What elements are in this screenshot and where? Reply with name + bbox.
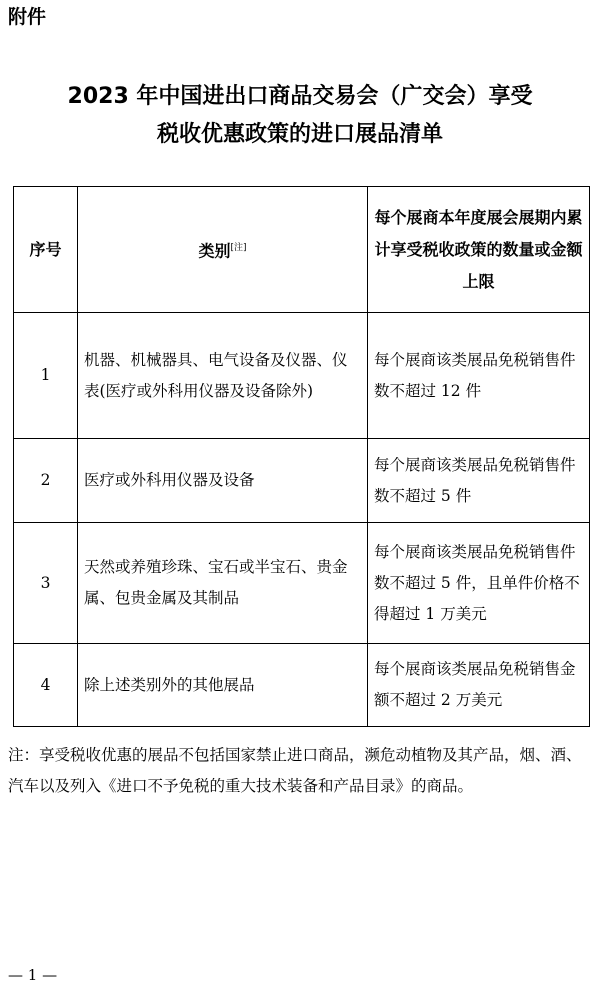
attachment-label: 附件 [8,6,47,28]
table-footnote: 注：享受税收优惠的展品不包括国家禁止进口商品，濒危动植物及其产品，烟、酒、汽车以及列入《进口不予免税的重大技术装备和产品目录》的商品。 [8,746,582,795]
row-limit: 每个展商该类展品免税销售金额不超过 2 万美元 [368,644,590,727]
header-category [78,187,368,313]
header-category-note-marker: [注] [230,242,247,253]
document-title-line-2: 税收优惠政策的进口展品清单 [156,122,443,147]
row-limit: 每个展商该类展品免税销售件数不超过 12 件 [368,313,590,439]
row-number: 3 [14,523,78,644]
header-category-label: 类别 [198,241,231,261]
table-row [14,523,590,644]
row-category: 医疗或外科用仪器及设备 [78,439,368,523]
table-row [14,644,590,727]
row-limit: 每个展商该类展品免税销售件数不超过 5 件，且单件价格不得超过 1 万美元 [368,523,590,644]
row-category: 除上述类别外的其他展品 [78,644,368,727]
header-serial-number: 序号 [14,187,78,313]
table-row [14,439,590,523]
row-number: 4 [14,644,78,727]
row-number: 2 [14,439,78,523]
page-number: — 1 — [8,966,58,984]
header-quantity-limit: 每个展商本年度展会展期内累计享受税收政策的数量或金额上限 [368,187,590,313]
row-category: 天然或养殖珍珠、宝石或半宝石、贵金属、包贵金属及其制品 [78,523,368,644]
table-row [14,313,590,439]
row-category: 机器、机械器具、电气设备及仪器、仪表(医疗或外科用仪器及设备除外) [78,313,368,439]
document-title-line-1: 2023 年中国进出口商品交易会（广交会）享受 [67,84,533,109]
import-exhibits-table [13,186,590,727]
row-limit: 每个展商该类展品免税销售件数不超过 5 件 [368,439,590,523]
row-number: 1 [14,313,78,439]
